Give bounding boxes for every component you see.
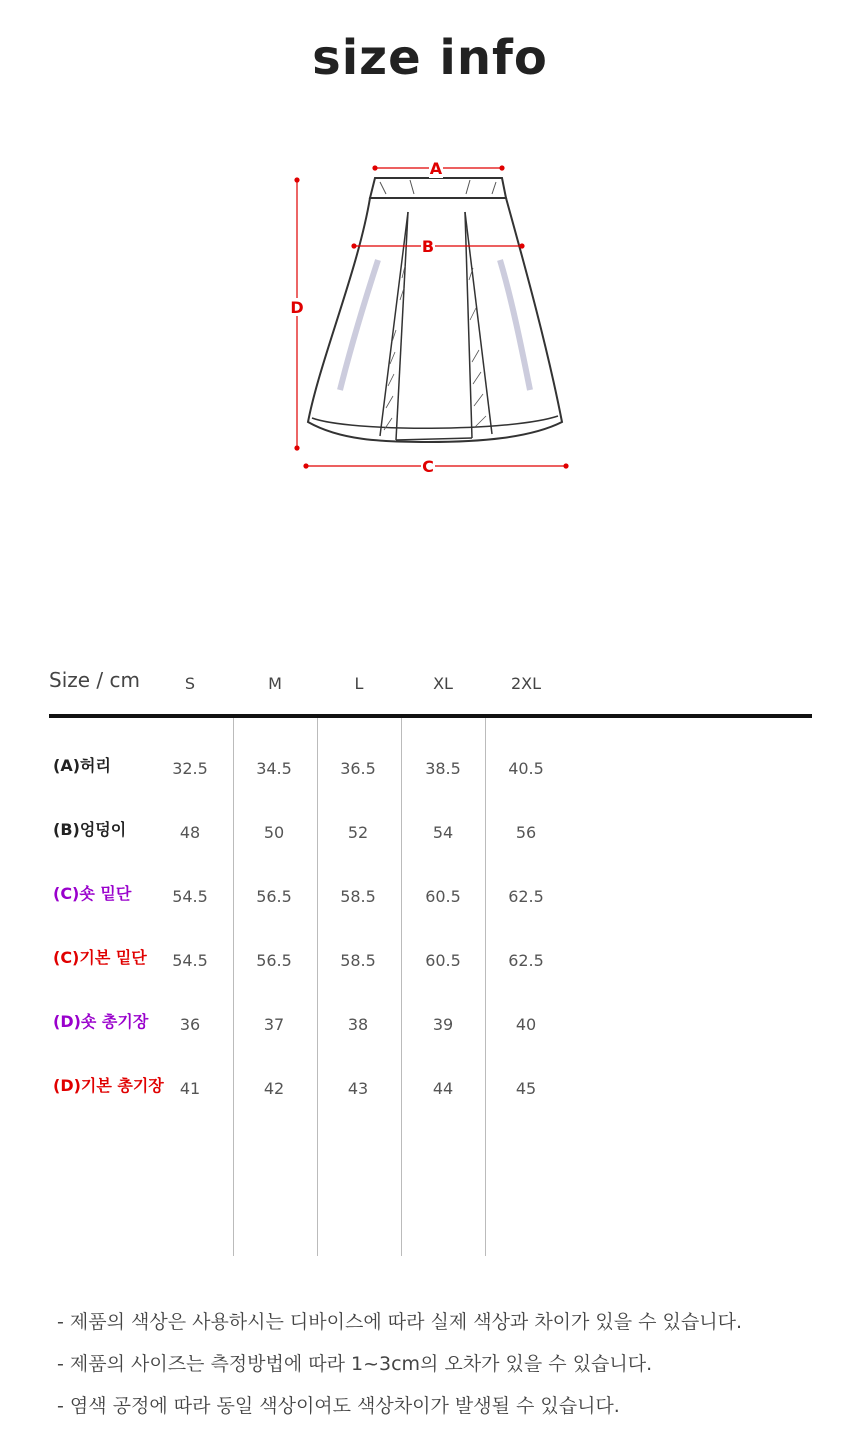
row-label-basic-length: (D)기본 총기장 xyxy=(53,1076,164,1095)
table-cell: 48 xyxy=(179,823,201,842)
table-cell: 38 xyxy=(347,1015,369,1034)
table-cell: 56 xyxy=(515,823,537,842)
column-divider xyxy=(485,718,486,1256)
table-cell: 58.5 xyxy=(340,887,376,906)
size-unit-label: Size / cm xyxy=(49,668,140,692)
table-cell: 45 xyxy=(515,1079,537,1098)
dimension-label-a: A xyxy=(429,159,443,178)
table-cell: 36 xyxy=(179,1015,201,1034)
table-cell: 32.5 xyxy=(172,759,208,778)
table-cell: 54.5 xyxy=(172,951,208,970)
table-row xyxy=(0,1073,860,1113)
table-header-divider xyxy=(49,714,812,718)
table-cell: 50 xyxy=(263,823,285,842)
table-cell: 37 xyxy=(263,1015,285,1034)
table-cell: 54.5 xyxy=(172,887,208,906)
table-cell: 40 xyxy=(515,1015,537,1034)
row-label-hip: (B)엉덩이 xyxy=(53,820,127,839)
table-cell: 41 xyxy=(179,1079,201,1098)
row-label-short-length: (D)숏 총기장 xyxy=(53,1012,149,1031)
row-label-waist: (A)허리 xyxy=(53,756,111,775)
table-cell: 52 xyxy=(347,823,369,842)
table-cell: 56.5 xyxy=(256,887,292,906)
size-column-l: L xyxy=(354,674,364,693)
table-cell: 58.5 xyxy=(340,951,376,970)
table-cell: 42 xyxy=(263,1079,285,1098)
column-divider xyxy=(401,718,402,1256)
table-cell: 36.5 xyxy=(340,759,376,778)
table-row xyxy=(0,817,860,857)
column-divider xyxy=(317,718,318,1256)
table-row xyxy=(0,1009,860,1049)
dimension-label-b: B xyxy=(421,237,435,256)
table-cell: 60.5 xyxy=(425,887,461,906)
notice-item: - 제품의 사이즈는 측정방법에 따라 1~3cm의 오차가 있을 수 있습니다. xyxy=(57,1353,653,1375)
row-label-basic-hem: (C)기본 밑단 xyxy=(53,948,147,967)
table-row xyxy=(0,945,860,985)
table-cell: 60.5 xyxy=(425,951,461,970)
table-cell: 62.5 xyxy=(508,887,544,906)
table-cell: 39 xyxy=(432,1015,454,1034)
table-cell: 34.5 xyxy=(256,759,292,778)
column-divider xyxy=(233,718,234,1256)
table-cell: 44 xyxy=(432,1079,454,1098)
table-cell: 40.5 xyxy=(508,759,544,778)
dimension-label-c: C xyxy=(422,457,434,476)
skirt-illustration xyxy=(280,150,580,480)
table-row xyxy=(0,881,860,921)
size-column-xl: XL xyxy=(433,674,453,693)
dimension-label-d: D xyxy=(290,298,304,317)
size-column-2xl: 2XL xyxy=(510,674,542,693)
skirt-size-diagram xyxy=(280,150,580,480)
table-cell: 56.5 xyxy=(256,951,292,970)
size-column-s: S xyxy=(184,674,196,693)
notice-item: - 염색 공정에 따라 동일 색상이여도 색상차이가 발생될 수 있습니다. xyxy=(57,1395,620,1417)
table-row xyxy=(0,753,860,793)
row-label-short-hem: (C)숏 밑단 xyxy=(53,884,132,903)
table-cell: 54 xyxy=(432,823,454,842)
size-column-m: M xyxy=(268,674,282,693)
table-cell: 62.5 xyxy=(508,951,544,970)
notice-list xyxy=(57,1306,837,1432)
table-cell: 43 xyxy=(347,1079,369,1098)
table-cell: 38.5 xyxy=(425,759,461,778)
notice-item: - 제품의 색상은 사용하시는 디바이스에 따라 실제 색상과 차이가 있을 수 있습니다. xyxy=(57,1311,743,1333)
page-title: size info xyxy=(312,30,548,86)
size-table-header xyxy=(0,666,860,706)
